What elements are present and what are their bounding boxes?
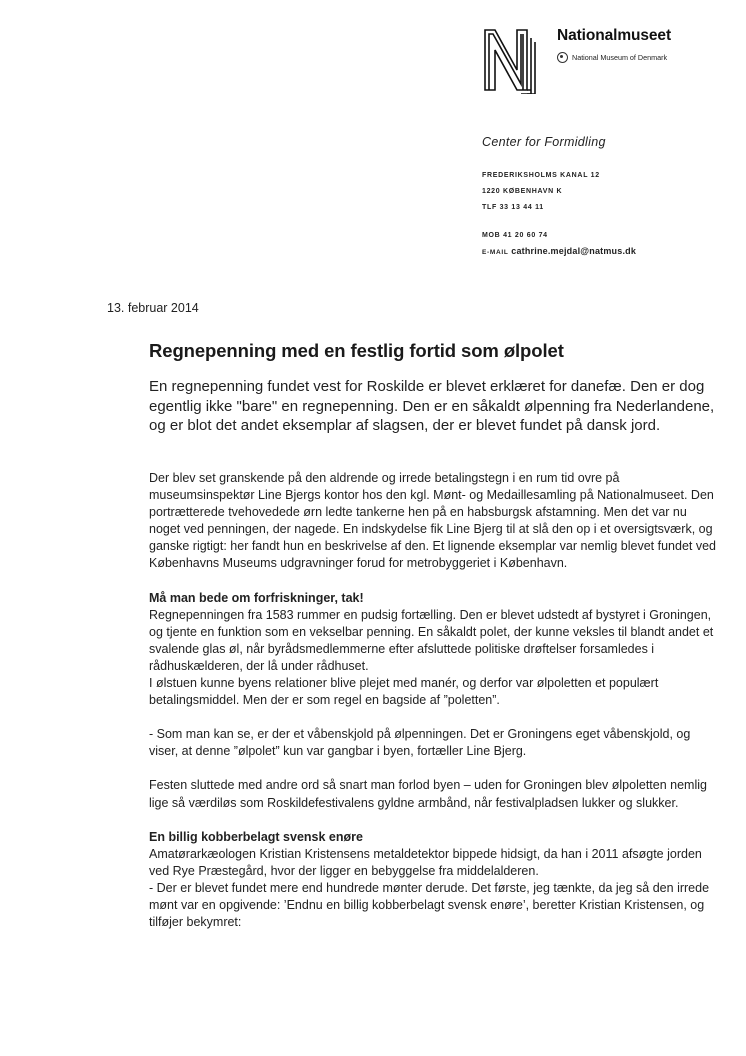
contact-block (482, 170, 636, 262)
mobile: MOB 41 20 60 74 (482, 232, 548, 239)
paragraph-7: - Der er blevet fundet mere end hundrede mønter derude. Det første, jeg tænkte, da jeg så den irrede mønt var en opgivende: ’Endnu en billig kobberbelagt svensk enøre’, beretter Kristian Kristensen, og tilføjer bekymret: (149, 880, 710, 930)
paragraph-2: Regnepenningen fra 1583 rummer en pudsig fortælling. Den er blevet udstedt af bystyret i Groningen, og tjente en funktion som en vekselbar penning. En såkaldt polet, der kunne veksles til blandt andet et svalende glas øl, når byrådsmedlemmerne efter afsluttede politiske drøftelser forsamledes i rådhuskælderen, der lå under rådhuset. (149, 607, 714, 673)
phone: TLF 33 13 44 11 (482, 204, 544, 211)
lead-paragraph: En regnepenning fundet vest for Roskilde er blevet erklæret for danefæ. Den er dog egentlig ikke "bare" en regnepenning. Den er en såkaldt ølpenning fra Nederlandene, og er blot det andet eksemplar af slagsen, der er blevet fundet på dansk jord. (149, 378, 715, 434)
subheading-1: Må man bede om forfriskninger, tak! (149, 590, 364, 605)
address-line1: FREDERIKSHOLMS KANAL 12 (482, 172, 600, 179)
brand-name: Nationalmuseet (557, 27, 672, 44)
spacer (149, 573, 717, 590)
paragraph-1: Der blev set granskende på den aldrende og irrede betalingstegn i en rum tid ovre på museumsinspektør Line Bjergs kontor hos den kgl. Mønt- og Medaillesamling på Nationalmuseet. Den portrætterede tvehovedede ørn ledte tankerne hen på en habsburgsk afstamning. Men det var nu noget ved penningen, der nagede. En indskydelse fik Line Bjerg til at slå den op i et oversigtsværk, og ganske rigtigt: her fandt hun en beskrivelse af den. Et lignende eksemplar var nemlig blevet fundet ved Københavns Museums udgravninger forud for metrobyggeriet i København. (149, 471, 717, 571)
n-logo-icon (483, 28, 553, 94)
address-line2: 1220 KØBENHAVN K (482, 188, 563, 195)
paragraph-6: Amatørarkæologen Kristian Kristensens metaldetektor bippede hidsigt, da han i 2011 afsøgte jorden ved Rye Præstegård, hvor der ligger en bebyggelse fra middelalderen. (149, 846, 702, 878)
spacer (149, 812, 717, 829)
crown-seal-icon (557, 52, 568, 63)
paragraph-4: - Som man kan se, er der et våbenskjold på ølpenningen. Det er Groningens eget våbenskjold, og viser, at denne ”ølpolet” kun var gangbar i byen, fortæller Line Bjerg. (149, 727, 691, 759)
brand-subtitle-row (557, 52, 671, 63)
spacer (149, 709, 717, 726)
email-label: E-MAIL (482, 249, 509, 256)
email-row (482, 246, 636, 262)
contact-spacer (482, 218, 636, 230)
spacer (149, 760, 717, 777)
nationalmuseet-logo-icon (483, 28, 553, 94)
brand-subtitle: National Museum of Denmark (572, 53, 668, 62)
body-text (149, 470, 717, 931)
document-date: 13. februar 2014 (107, 301, 199, 315)
subheading-2: En billig kobberbelagt svensk enøre (149, 829, 363, 844)
email-address[interactable]: cathrine.mejdal@natmus.dk (511, 246, 637, 256)
paragraph-3: I ølstuen kunne byens relationer blive plejet med manér, og derfor var ølpoletten et populært betalingsmiddel. Men der er som regel en bagside af ”poletten”. (149, 676, 659, 708)
brand-block (557, 27, 671, 63)
document-title: Regnepenning med en festlig fortid som ølpolet (149, 340, 564, 361)
paragraph-5: Festen sluttede med andre ord så snart man forlod byen – uden for Groningen blev ølpoletten nemlig lige så værdiløs som Roskildefestivalens gyldne armbånd, når festivalpladsen lukker og slukker. (149, 778, 707, 810)
department-name: Center for Formidling (482, 135, 606, 149)
